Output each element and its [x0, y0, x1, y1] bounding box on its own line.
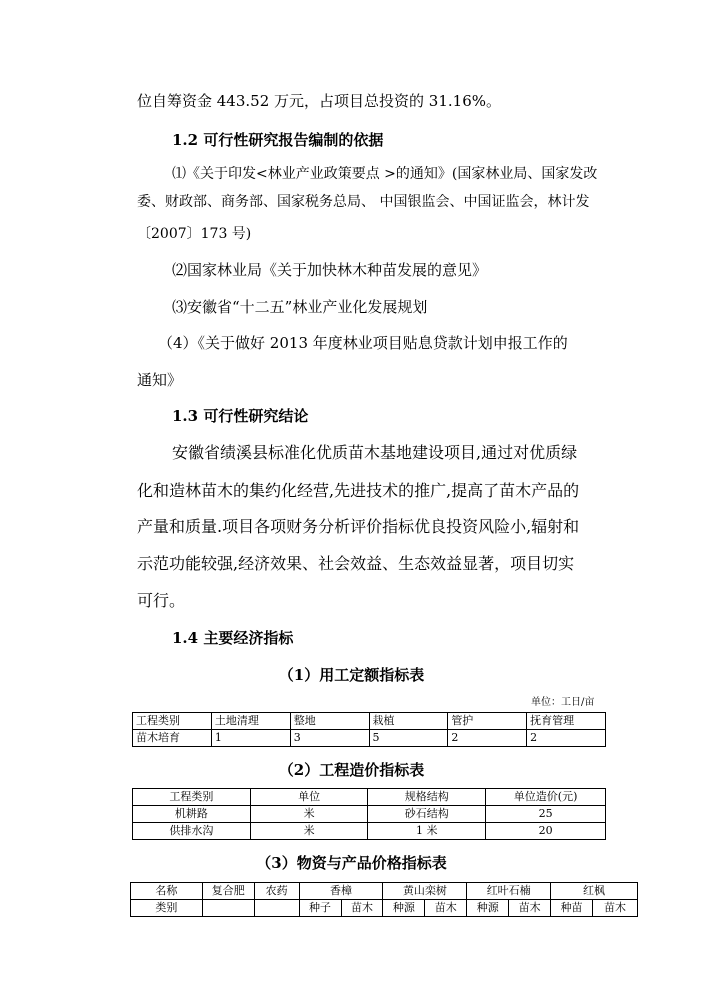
table-cell: 类别	[131, 900, 203, 917]
paragraph-funding: 位自筹资金 443.52 万元，占项目总投资的 31.16%。	[137, 92, 501, 110]
table-header-cell: 复合肥	[202, 883, 254, 900]
table-header-cell: 整地	[290, 713, 369, 730]
table-cell: 5	[369, 730, 448, 747]
table-cell: 供排水沟	[133, 823, 251, 840]
table-header-cell: 黄山栾树	[383, 883, 467, 900]
reference-4-line-2: 通知》	[137, 371, 183, 389]
conclusion-line-5: 可行。	[137, 591, 186, 610]
reference-1-line-2: 委、财政部、商务部、国家税务总局、 中国银监会、中国证监会，林计发	[137, 194, 590, 210]
table-header-cell: 规格结构	[368, 789, 486, 806]
table-header-cell: 单位	[250, 789, 368, 806]
table-cell: 种子	[299, 900, 341, 917]
table-header-cell: 管护	[448, 713, 527, 730]
section-heading-1-4: 1.4 主要经济指标	[172, 629, 294, 647]
labor-quota-table	[132, 712, 606, 747]
table-cell: 砂石结构	[368, 806, 486, 823]
table3-title: （3）物资与产品价格指标表	[256, 854, 447, 872]
table1-title: （1）用工定额指标表	[278, 666, 425, 684]
table-header-cell: 工程类别	[133, 789, 251, 806]
table-row	[131, 900, 638, 917]
table-row	[133, 823, 606, 840]
table-row	[133, 730, 606, 747]
conclusion-line-1: 安徽省绩溪县标准化优质苗木基地建设项目,通过对优质绿	[172, 443, 578, 462]
reference-2: ⑵国家林业局《关于加快林木种苗发展的意见》	[172, 261, 488, 279]
table-cell: 米	[250, 823, 368, 840]
table-cell: 2	[448, 730, 527, 747]
table-header-row	[133, 713, 606, 730]
table-cell: 1	[211, 730, 290, 747]
reference-1-line-3: 〔2007〕173 号)	[137, 226, 252, 242]
reference-1-line-1: ⑴《关于印发<林业产业政策要点 >的通知》(国家林业局、国家发改	[172, 166, 598, 182]
table-cell	[254, 900, 299, 917]
table-header-row	[131, 883, 638, 900]
section-heading-1-3: 1.3 可行性研究结论	[172, 407, 309, 425]
table-cell: 苗木	[509, 900, 551, 917]
table-header-cell: 抚育管理	[527, 713, 606, 730]
table-cell	[202, 900, 254, 917]
table-header-cell: 名称	[131, 883, 203, 900]
table-cell: 25	[486, 806, 606, 823]
reference-3: ⑶安徽省“十二五”林业产业化发展规划	[172, 298, 428, 316]
table-cell: 米	[250, 806, 368, 823]
table2-title: （2）工程造价指标表	[278, 761, 425, 779]
table-cell: 苗木培育	[133, 730, 212, 747]
table1-unit-note: 单位：工日/亩	[531, 697, 595, 708]
table-cell: 20	[486, 823, 606, 840]
construction-cost-table	[132, 788, 606, 840]
table-cell: 2	[527, 730, 606, 747]
table-row	[133, 806, 606, 823]
table-cell: 苗木	[593, 900, 638, 917]
table-cell: 苗木	[425, 900, 467, 917]
material-price-table	[130, 882, 638, 917]
table-header-cell: 工程类别	[133, 713, 212, 730]
table-cell: 1 米	[368, 823, 486, 840]
table-cell: 苗木	[341, 900, 383, 917]
table-header-row	[133, 789, 606, 806]
conclusion-line-4: 示范功能较强,经济效果、社会效益、生态效益显著，项目切实	[137, 554, 575, 573]
table-cell: 机耕路	[133, 806, 251, 823]
table-header-cell: 香樟	[299, 883, 383, 900]
conclusion-line-3: 产量和质量.项目各项财务分析评价指标优良投资风险小,辐射和	[137, 517, 580, 536]
table-cell: 种源	[467, 900, 509, 917]
conclusion-line-2: 化和造林苗木的集约化经营,先进技术的推广,提高了苗木产品的	[137, 481, 580, 500]
table-header-cell: 红叶石楠	[467, 883, 551, 900]
table-header-cell: 单位造价(元)	[486, 789, 606, 806]
table-header-cell: 红枫	[551, 883, 638, 900]
table-header-cell: 土地清理	[211, 713, 290, 730]
table-cell: 3	[290, 730, 369, 747]
table-cell: 种源	[383, 900, 425, 917]
reference-4-line-1: （4）《关于做好 2013 年度林业项目贴息贷款计划申报工作的	[158, 334, 568, 352]
table-header-cell: 栽植	[369, 713, 448, 730]
section-heading-1-2: 1.2 可行性研究报告编制的依据	[172, 131, 384, 149]
table-cell: 种苗	[551, 900, 593, 917]
table-header-cell: 农药	[254, 883, 299, 900]
